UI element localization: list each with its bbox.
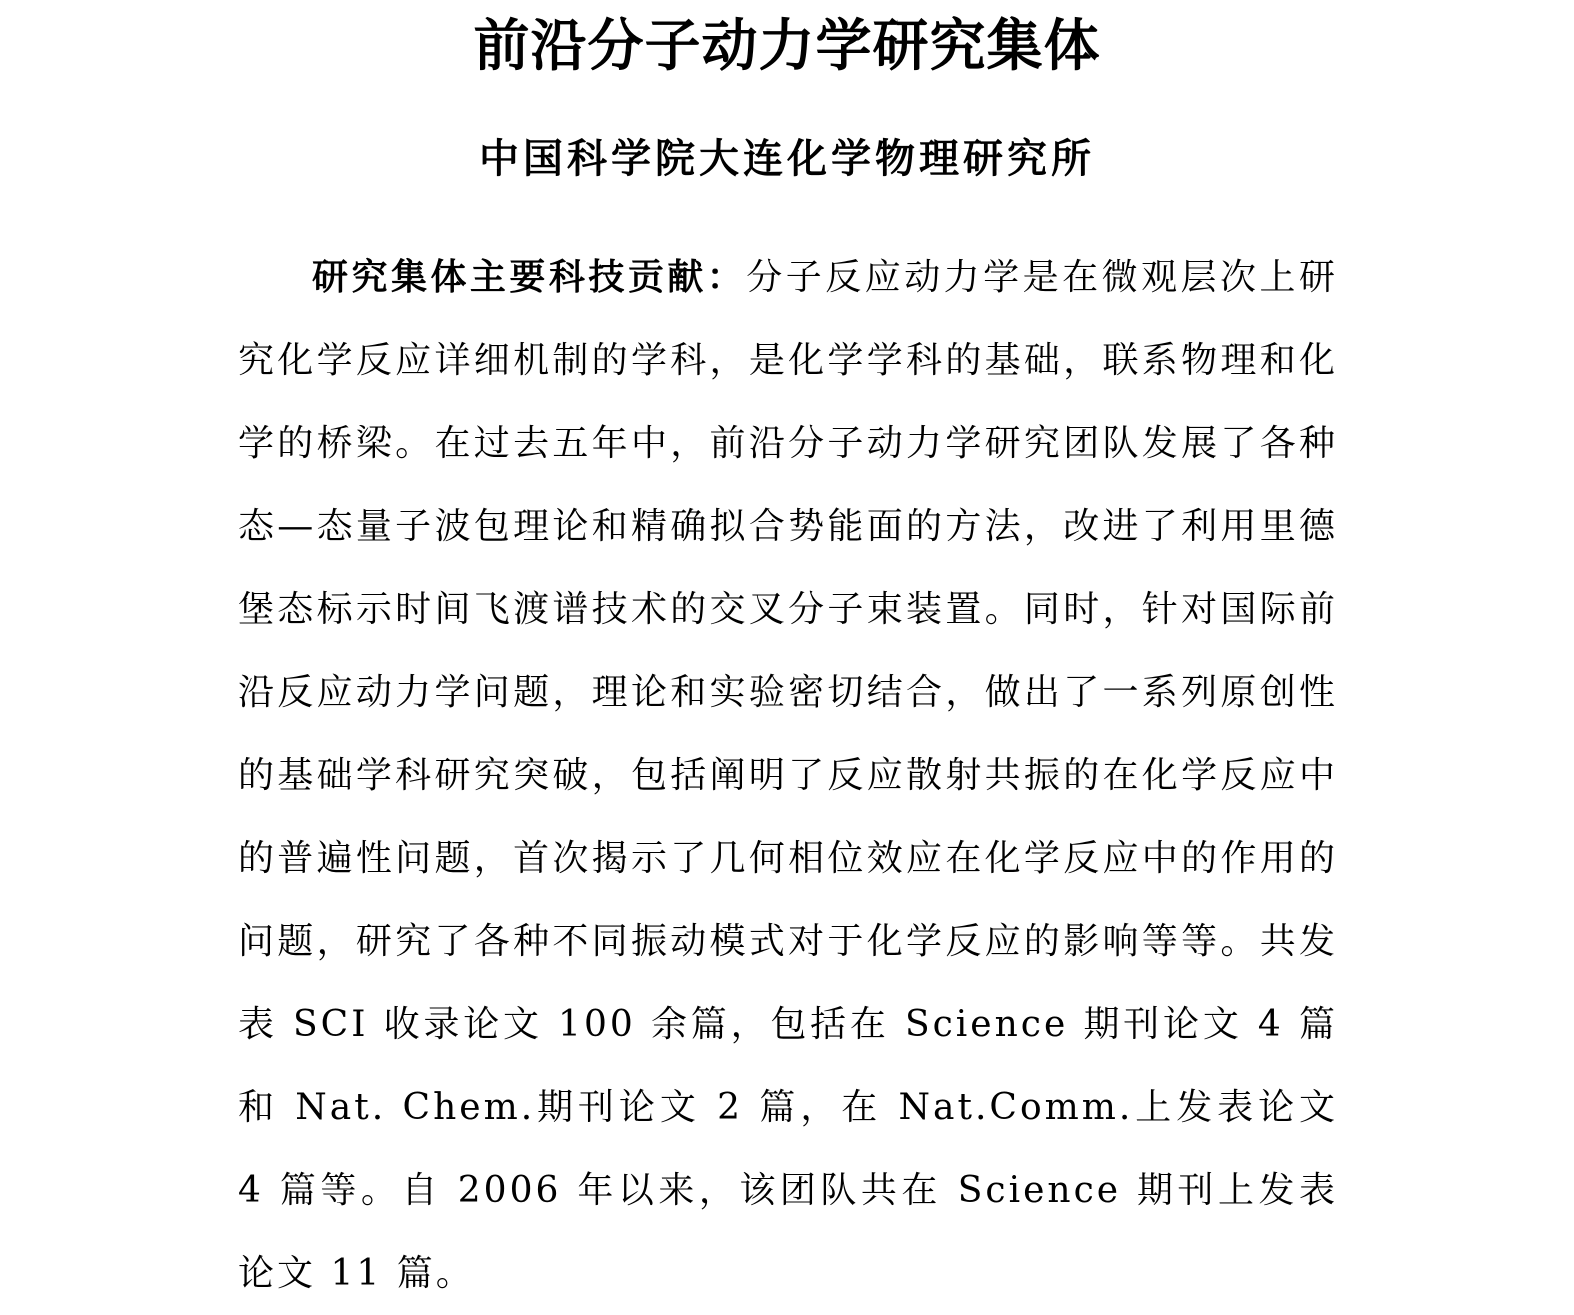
body-text: 分子反应动力学是在微观层次上研究化学反应详细机制的学科，是化学学科的基础，联系物理和化学的桥梁。在过去五年中，前沿分子动力学研究团队发展了各种态—态量子波包理论和精确拟合势能面的方法，改进了利用里德堡态标示时间飞渡谱技术的交叉分子束装置。同时，针对国际前沿反应动力学问题，理论和实验密切结合，做出了一系列原创性的基础学科研究突破，包括阐明了反应散射共振的在化学反应中的普遍性问题，首次揭示了几何相位效应在化学反应中的作用的问题，研究了各种不同振动模式对于化学反应的影响等等。共发表 SCI 收录论文 100 余篇，包括在 Science 期刊论文 4 篇和 Nat. Chem.期刊论文 2 篇，在 Nat.Comm.上发表论文 4 篇等。自 2006 年以来，该团队共在 Science 期刊上发表论文 11 篇。 xyxy=(238,257,1338,1294)
lead-label: 研究集体主要科技贡献： xyxy=(312,256,747,298)
document-subtitle: 中国科学院大连化学物理研究所 xyxy=(479,135,1095,182)
body-paragraph xyxy=(238,236,1338,1315)
document-title: 前沿分子动力学研究集体 xyxy=(473,13,1101,79)
